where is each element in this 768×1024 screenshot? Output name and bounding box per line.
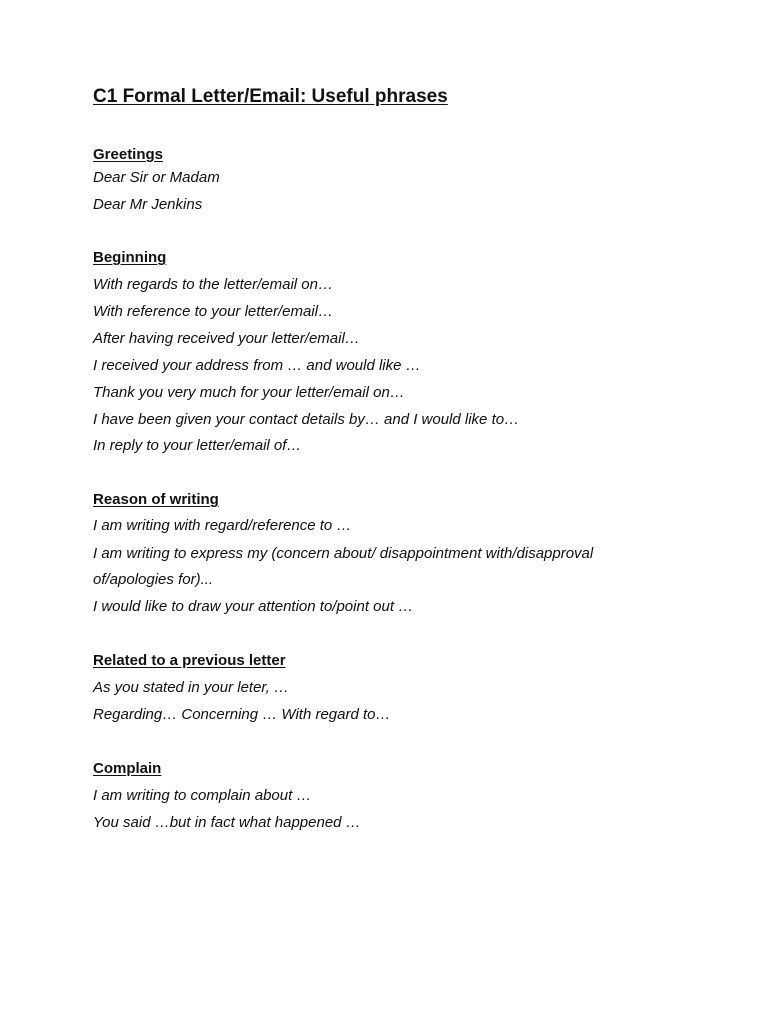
- phrase-line: I received your address from … and would like …: [93, 357, 421, 374]
- section-heading-complain: Complain: [93, 760, 162, 777]
- phrase-line: I am writing with regard/reference to …: [93, 517, 352, 534]
- phrase-line: Dear Mr Jenkins: [93, 196, 203, 213]
- phrase-line: In reply to your letter/email of…: [93, 437, 302, 454]
- phrase-line: I am writing to complain about …: [93, 787, 312, 804]
- section-heading-beginning: Beginning: [93, 249, 167, 266]
- section-heading-related-to-previous-letter: Related to a previous letter: [93, 652, 286, 669]
- phrase-line: With reference to your letter/email…: [93, 303, 333, 320]
- phrase-line: After having received your letter/email…: [93, 330, 360, 347]
- section-heading-reason-of-writing: Reason of writing: [93, 491, 219, 508]
- phrase-line: With regards to the letter/email on…: [93, 276, 333, 293]
- phrase-line: I am writing to express my (concern about/ disappointment with/disapproval: [93, 545, 594, 562]
- phrase-line: Thank you very much for your letter/email on…: [93, 384, 405, 401]
- phrase-line: of/apologies for)...: [93, 571, 214, 588]
- phrase-line: As you stated in your leter, …: [93, 679, 289, 696]
- phrase-line: I would like to draw your attention to/point out …: [93, 598, 414, 615]
- phrase-line: You said …but in fact what happened …: [93, 814, 361, 831]
- phrase-line: Dear Sir or Madam: [93, 169, 220, 186]
- page-title: C1 Formal Letter/Email: Useful phrases: [93, 86, 448, 107]
- phrase-line: I have been given your contact details by… and I would like to…: [93, 411, 520, 428]
- phrase-line: Regarding… Concerning … With regard to…: [93, 706, 391, 723]
- section-heading-greetings: Greetings: [93, 146, 164, 163]
